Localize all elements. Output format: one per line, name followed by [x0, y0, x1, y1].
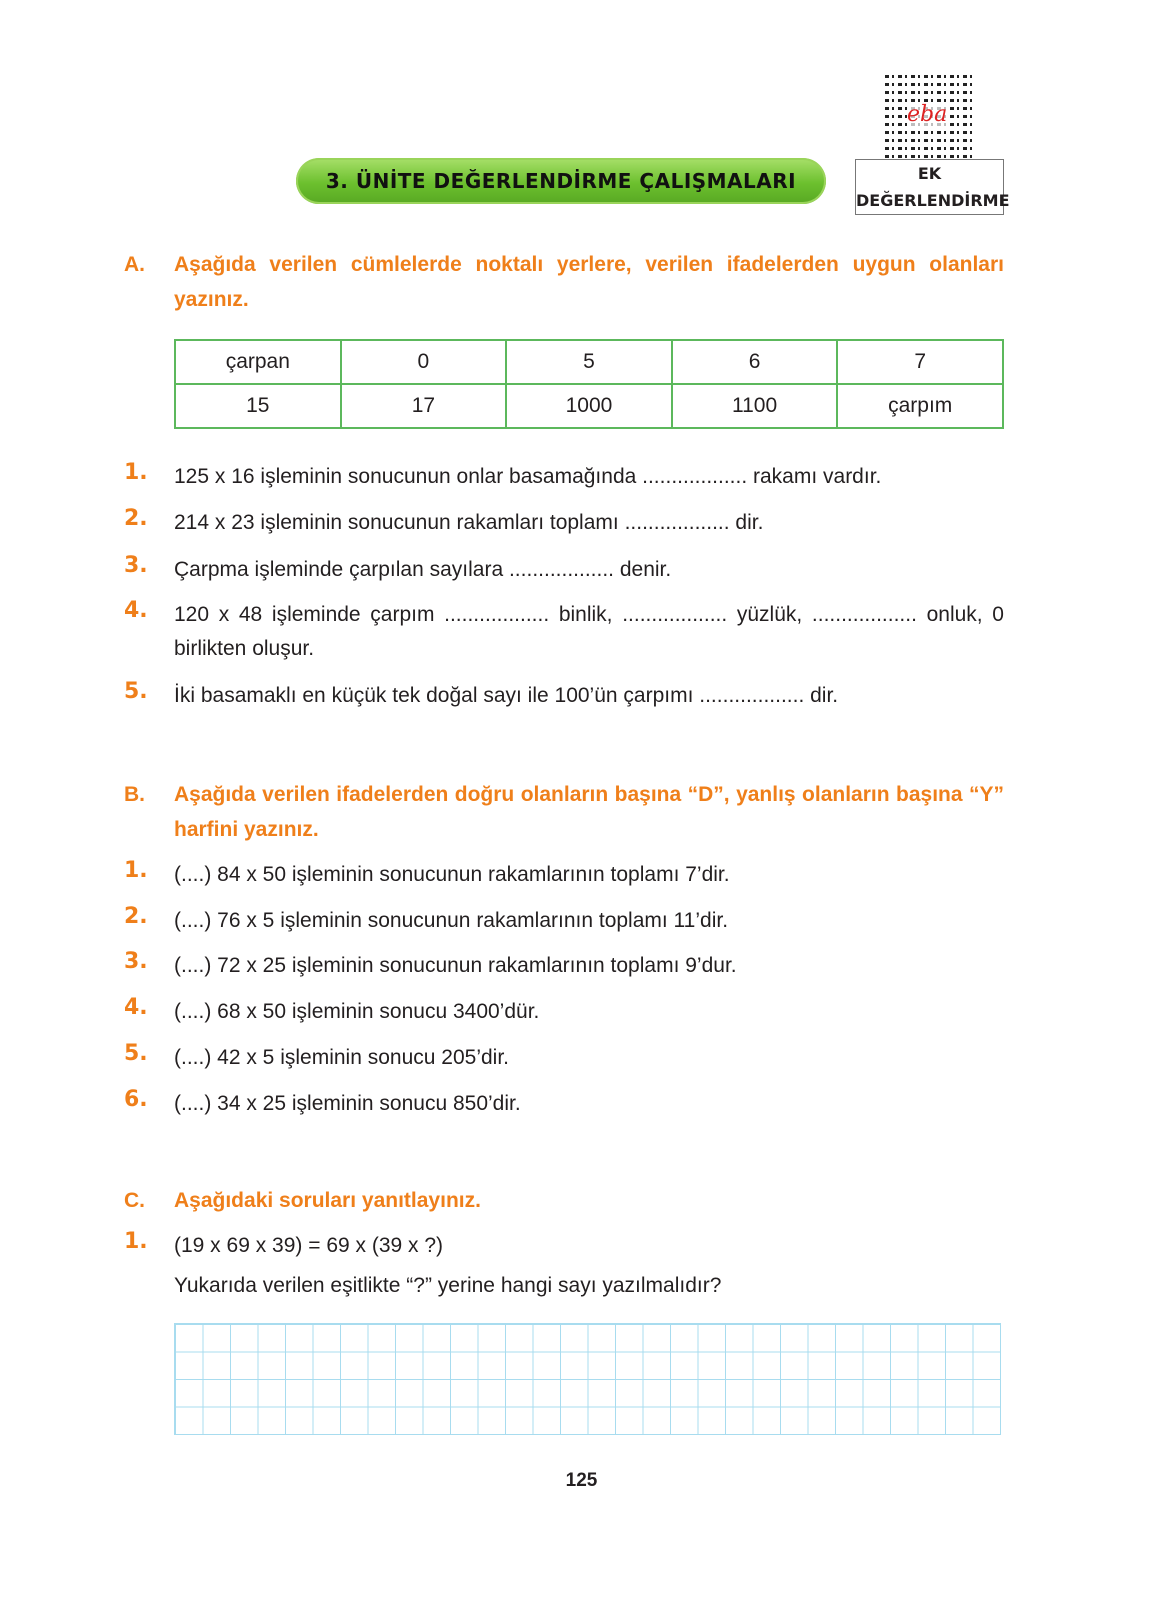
section-a-letter: A.: [124, 253, 145, 276]
degerlendirme-label: DEĞERLENDİRME: [856, 191, 1010, 210]
question-text: Çarpma işleminde çarpılan sayılara .................. denir.: [174, 558, 672, 581]
table-row: [175, 384, 1003, 428]
question-number: 2.: [124, 506, 148, 531]
question-text: 125 x 16 işleminin sonucunun onlar basamağında .................. rakamı vardır.: [174, 465, 882, 488]
question-number: 6.: [124, 1087, 148, 1112]
question-number: 3.: [124, 553, 148, 578]
table-cell: 5: [506, 340, 672, 384]
question-text: (....) 76 x 5 işleminin sonucunun rakamlarının toplamı 11’dir.: [174, 909, 729, 932]
unit-title-banner: [296, 158, 826, 204]
section-c-instruction: Aşağıdaki soruları yanıtlayınız.: [174, 1189, 481, 1212]
table-cell: 1100: [672, 384, 838, 428]
ek-label: EK: [917, 164, 942, 183]
section-c-letter: C.: [124, 1189, 145, 1212]
question-number: 5.: [124, 679, 148, 704]
table-cell: 6: [672, 340, 838, 384]
question-text: (....) 42 x 5 işleminin sonucu 205’dir.: [174, 1046, 509, 1069]
options-table: [174, 339, 1004, 429]
section-a-instruction: Aşağıda verilen cümlelerde noktalı yerlere, verilen ifadelerden uygun olanları yazınız.: [174, 253, 1004, 311]
question-number: 4.: [124, 598, 148, 623]
question-text: (....) 84 x 50 işleminin sonucunun rakamlarının toplamı 7’dir.: [174, 863, 730, 886]
table-cell: çarpım: [837, 384, 1003, 428]
question-number: 1.: [124, 858, 148, 883]
question-number: 1.: [124, 1229, 148, 1254]
question-number: 4.: [124, 995, 148, 1020]
question-text: (....) 68 x 50 işleminin sonucu 3400’dür.: [174, 1000, 540, 1023]
question-text: (....) 72 x 25 işleminin sonucunun rakamlarının toplamı 9’dur.: [174, 954, 737, 977]
answer-grid[interactable]: [174, 1323, 1001, 1435]
question-equation: (19 x 69 x 39) = 69 x (39 x ?): [174, 1234, 444, 1257]
question-number: 3.: [124, 949, 148, 974]
section-b-letter: B.: [124, 783, 145, 806]
question-number: 1.: [124, 460, 148, 485]
table-cell: çarpan: [175, 340, 341, 384]
table-cell: 7: [837, 340, 1003, 384]
question-number: 5.: [124, 1041, 148, 1066]
page-number: 125: [565, 1470, 598, 1491]
table-cell: 1000: [506, 384, 672, 428]
table-cell: 0: [341, 340, 507, 384]
question-text: 120 x 48 işleminde çarpım .................. binlik, .................. yüzlük, .................. onluk, 0 birlikten oluşur.: [174, 603, 1004, 660]
table-cell: 17: [341, 384, 507, 428]
table-cell: 15: [175, 384, 341, 428]
question-text: İki basamaklı en küçük tek doğal sayı ile 100’ün çarpımı .................. dir.: [174, 684, 839, 707]
question-text: 214 x 23 işleminin sonucunun rakamları toplamı .................. dir.: [174, 511, 764, 534]
question-number: 2.: [124, 904, 148, 929]
eba-logo: eba: [907, 102, 948, 127]
qr-code-icon[interactable]: [885, 70, 973, 158]
question-text: (....) 34 x 25 işleminin sonucu 850’dir.: [174, 1092, 521, 1115]
extra-assessment-box: [855, 159, 1010, 215]
unit-title: 3. ÜNİTE DEĞERLENDİRME ÇALIŞMALARI: [325, 169, 797, 193]
table-row: [175, 340, 1003, 384]
question-text: Yukarıda verilen eşitlikte “?” yerine hangi sayı yazılmalıdır?: [174, 1274, 722, 1297]
section-b-instruction: Aşağıda verilen ifadelerden doğru olanların başına “D”, yanlış olanların başına “Y” harfini yazınız.: [174, 783, 1004, 841]
